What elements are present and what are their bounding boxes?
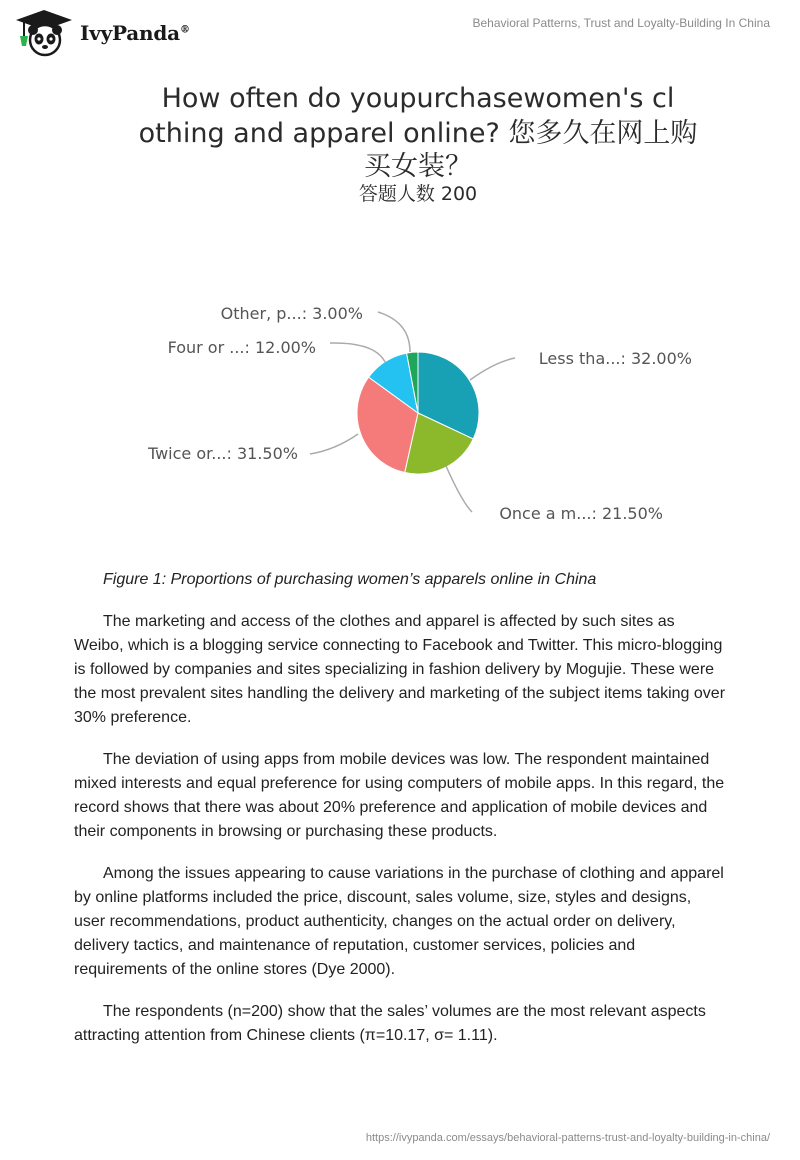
pie-slice-label: Less tha...: 32.00% (538, 349, 692, 368)
pie-chart-svg (0, 72, 800, 552)
source-url-link[interactable]: https://ivypanda.com/essays/behavioral-patterns-trust-and-loyalty-building-in-china/ (365, 1132, 770, 1144)
panda-logo-icon (14, 8, 74, 58)
pie-slice-label: Other, p...: 3.00% (220, 304, 363, 323)
pie-slice-label: Four or ...: 12.00% (167, 338, 316, 357)
pie-leader-line (310, 434, 358, 454)
pie-slice-label: Twice or...: 31.50% (147, 444, 298, 463)
page-header-title: Behavioral Patterns, Trust and Loyalty-Building In China (472, 16, 770, 30)
body-paragraph: The deviation of using apps from mobile devices was low. The respondent maintained mixed interests and equal preference for using computers of mobile apps. In this regard, the record shows that there was about 20% preference and application of mobile devices and their components in browsing or purchasing these products. (74, 751, 725, 840)
pie-slices (357, 352, 479, 474)
chart-subtitle: 答题人数 200 (358, 183, 478, 205)
logo-text: IvyPanda® (80, 21, 190, 45)
body-paragraph: The marketing and access of the clothes and apparel is affected by such sites as Weibo, which is a blogging service connecting to Facebook and Twitter. This micro-blogging is followed by companies and sites specializing in fashion delivery by Mogujie. These were the most prevalent sites handling the delivery and marketing of the subject items taking over 30% preference. (74, 613, 726, 726)
pie-slice-label: Once a m...: 21.50% (499, 504, 663, 523)
chart-title-line: How often do youpurchasewomen's cl (161, 83, 675, 114)
body-paragraph: The respondents (n=200) show that the sales’ volumes are the most relevant aspects attracting attention from Chinese clients (π=10.17, σ= 1.11). (74, 1003, 706, 1044)
pie-leader-line (330, 343, 385, 362)
pie-leader-line (446, 466, 472, 512)
figure-caption: Figure 1: Proportions of purchasing women’s apparels online in China (103, 571, 597, 588)
chart-title-line: othing and apparel online? 您多久在网上购 (138, 118, 698, 149)
pie-chart (0, 72, 800, 552)
body-paragraph: Among the issues appearing to cause variations in the purchase of clothing and apparel by online platforms included the price, discount, sales volume, size, styles and designs, user recommendations, product authenticity, changes on the actual order on delivery, delivery tactics, and maintenance of reputation, customer services, policies and requirements of the online stores (Dye 2000). (74, 865, 724, 978)
pie-leader-line (378, 312, 410, 352)
article-body (74, 610, 726, 1066)
pie-leader-line (470, 358, 515, 380)
chart-title-line: 买女装？ (364, 151, 472, 182)
ivypanda-logo[interactable] (14, 8, 190, 58)
